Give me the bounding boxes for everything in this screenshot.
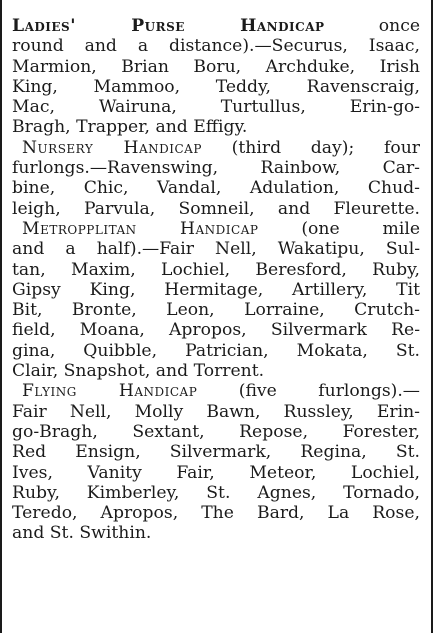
text-line: King, Mammoo, Teddy, Ravenscraig, [12,76,420,97]
text-line: Ives, Vanity Fair, Meteor, Lochiel, [12,462,420,483]
text-line: round and a distance).—Securus, Isaac, [12,36,420,57]
paragraph-nursery-handicap [12,138,420,219]
newspaper-column [12,16,420,544]
text-line: Nursery Handicap (third day); four [22,137,420,158]
text-line: gina, Quibble, Patrician, Mokata, St. [12,340,420,361]
paragraph-metropolitan-handicap [12,219,420,381]
text-line: field, Moana, Apropos, Silvermark Re- [12,320,420,341]
text-line: leigh, Parvula, Somneil, and Fleurette. [12,198,420,219]
text-line: Metropplitan Handicap (one mile [22,218,421,239]
text-line: and a half).—Fair Nell, Wakatipu, Sul- [12,239,420,260]
text-line: Red Ensign, Silvermark, Regina, St. [12,442,420,463]
text-line: Bragh, Trapper, and Effigy. [12,117,248,138]
text-line: Teredo, Apropos, The Bard, La Rose, [12,503,420,524]
text-line: bine, Chic, Vandal, Adulation, Chud- [12,178,420,199]
left-column-rule [0,0,2,633]
race-heading: Nursery Handicap [22,137,202,158]
text-line: Clair, Snapshot, and Torrent. [12,361,265,382]
text-line: go-Bragh, Sextant, Repose, Forester, [12,421,420,442]
race-heading: Metropplitan Handicap [22,218,259,239]
text-line: Fair Nell, Molly Bawn, Russley, Erin- [12,401,420,422]
race-heading: Flying Handicap [22,381,198,402]
text-line: Marmion, Brian Boru, Archduke, Irish [12,56,420,77]
text-line: Ruby, Kimberley, St. Agnes, Tornado, [12,482,420,503]
text-line: Gipsy King, Hermitage, Artillery, Tit [12,279,420,300]
text-line: Ladies' Purse Handicap once [12,16,420,36]
race-heading: Ladies' Purse Handicap [12,16,325,36]
paragraph-flying-handicap [12,381,420,543]
text-line: furlongs.—Ravenswing, Rainbow, Car- [12,158,420,179]
text-line: Bit, Bronte, Leon, Lorraine, Crutch- [12,300,420,321]
text-line: Mac, Wairuna, Turtullus, Erin-go- [12,97,420,118]
text-line: Flying Handicap (five furlongs).— [22,381,420,402]
text-line: tan, Maxim, Lochiel, Beresford, Ruby, [12,259,420,280]
paragraph-ladies-purse-handicap [12,16,420,138]
right-column-rule [431,0,433,633]
text-line: and St. Swithin. [12,523,152,544]
